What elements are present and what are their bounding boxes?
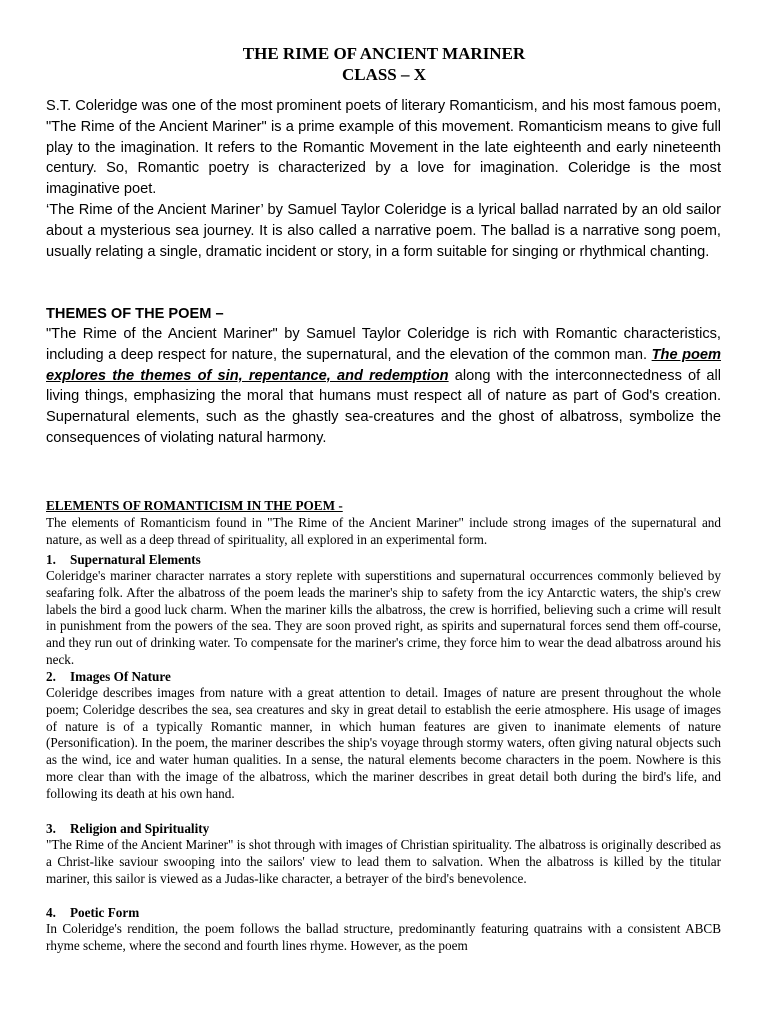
intro-paragraph-1: S.T. Coleridge was one of the most prominent poets of literary Romanticism, and his most famous poem, "The Rime of the Ancient Mariner" is a prime example of this movement. Romanticism means to give full play to the imagination. It refers to the Romantic Movement in the late eighteenth and early nineteenth century. So, Romantic poetry is characterized by a love for imagination. Coleridge is the most imaginative poet. — [46, 98, 721, 198]
document-subtitle: CLASS – X — [341, 65, 427, 84]
themes-heading: THEMES OF THE POEM – — [46, 306, 224, 322]
element-item-4-number: 4. — [46, 905, 56, 920]
elements-intro: The elements of Romanticism found in "The Rime of the Ancient Mariner" include strong images of the supernatural and nature, as well as a deep thread of spirituality, all explored in an experimental form. — [46, 515, 721, 547]
element-item-3-title: Religion and Spirituality — [70, 821, 210, 836]
themes-text-before: "The Rime of the Ancient Mariner" by Samuel Taylor Coleridge is rich with Romantic characteristics, including a deep respect for nature, the supernatural, and the elevation of the common man. — [46, 326, 721, 363]
element-item-3-heading — [46, 821, 209, 837]
themes-highlight: The poem explores the themes of sin, repentance, and redemption — [46, 346, 722, 384]
element-item-2-heading — [46, 669, 171, 685]
themes-paragraph — [46, 324, 721, 449]
intro-paragraph-2: ‘The Rime of the Ancient Mariner’ by Samuel Taylor Coleridge is a lyrical ballad narrated by an old sailor about a mysterious sea journey. It is also called a narrative poem. The ballad is a narrative song poem, usually relating a single, dramatic incident or story, in a form suitable for singing or rhythmical chanting. — [46, 202, 721, 260]
element-item-4-title: Poetic Form — [70, 905, 140, 920]
element-item-3-number: 3. — [46, 821, 56, 836]
element-item-1-title: Supernatural Elements — [70, 552, 201, 567]
element-item-4-text: In Coleridge's rendition, the poem follows the ballad structure, predominantly featuring quatrains with a consistent ABCB rhyme scheme, where the second and fourth lines rhyme. However, as the poem — [46, 921, 721, 953]
element-item-2-text: Coleridge describes images from nature with a great attention to detail. Images of nature are present throughout the whole poem; Coleridge describes the sea, sea creatures and sky in great detail to establish the eerie atmosphere. His usage of images of nature is of a typically Romantic manner, in which human features are given to inanimate elements of nature (Personification). In the poem, the mariner describes the ship's voyage through stormy waters, often giving natural objects such as the wind, ice and water human qualities. In a sense, the natural elements become characters in the poem. Nowhere is this more clear than with the image of the albatross, which the mariner describes in great detail both during the bird's life, and following its death at his own hand. — [46, 685, 721, 801]
element-item-2-title: Images Of Nature — [70, 669, 171, 684]
element-item-3-text: "The Rime of the Ancient Mariner" is shot through with images of Christian spirituality. The albatross is originally described as a Christ-like saviour swooping into the sailors' view to lead them to salvation. When the albatross is killed by the titular mariner, this sailor is viewed as a Judas-like character, a betrayer of the bird's benevolence. — [46, 837, 721, 886]
elements-heading: ELEMENTS OF ROMANTICISM IN THE POEM - — [46, 498, 343, 513]
element-item-1-text: Coleridge's mariner character narrates a story replete with superstitions and supernatural occurrences commonly believed by seafaring folk. After the albatross of the poem leads the mariner's ship to safety from the icy Antarctic waters, the ship's crew labels the bird a good luck charm. When the mariner kills the albatross, the crew is horrified, believing such a crime will result in punishment from the powers of the sea. They are soon proved right, as spirits and supernatural forces send them off-course, and they run out of drinking water. To compensate for the mariner's crime, they force him to wear the dead albatross around his neck. — [46, 568, 721, 667]
themes-text-after: along with the interconnectedness of all living things, emphasizing the moral that humans must respect all of nature as part of God's creation. Supernatural elements, such as the ghastly sea-creatures and the ghost of albatross, symbolize the consequences of violating natural harmony. — [46, 367, 722, 446]
element-item-1-heading — [46, 552, 201, 568]
document-title: THE RIME OF ANCIENT MARINER — [242, 44, 526, 63]
element-item-4-heading — [46, 905, 139, 921]
element-item-1-number: 1. — [46, 552, 56, 567]
element-item-2-number: 2. — [46, 669, 56, 684]
